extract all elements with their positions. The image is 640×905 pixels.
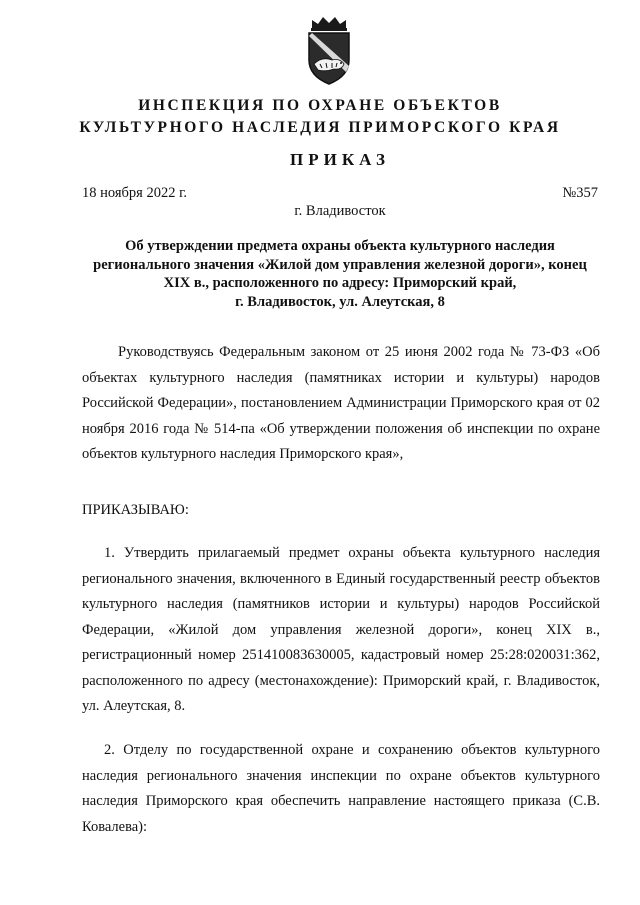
- document-type: ПРИКАЗ: [290, 150, 390, 169]
- order-heading: ПРИКАЗЫВАЮ:: [82, 502, 189, 518]
- coat-of-arms-icon: [298, 14, 360, 86]
- subject-line: г. Владивосток, ул. Алеутская, 8: [235, 293, 445, 310]
- legal-basis-paragraph: Руководствуясь Федеральным законом от 25 июня 2002 года № 73-ФЗ «Об объектах культурного наследия (памятниках истории и культуры) народов Российской Федерации», постановлением Администрации Приморского края от 02 ноября 2016 года № 514-па «Об утверждении положения об инспекции по охране объектов культурного наследия Приморского края»,: [82, 344, 600, 462]
- document-date: 18 ноября 2022 г.: [82, 185, 188, 201]
- organization-name-line1: ИНСПЕКЦИЯ ПО ОХРАНЕ ОБЪЕКТОВ: [138, 97, 502, 114]
- document-number: №357: [562, 185, 598, 201]
- document-subject: [70, 237, 610, 311]
- order-item-1: 1. Утвердить прилагаемый предмет охраны объекта культурного наследия регионального значения, включенного в Единый государственный реестр объектов культурного наследия (памятников истории и культуры) народов Российской Федерации, «Жилой дом управления железной дороги», конец XIX в., регистрационный номер 251410083630005, кадастровый номер 25:28:020031:362, расположенного по адресу (местонахождение): Приморский край, г. Владивосток, ул. Алеутская, 8.: [82, 545, 600, 714]
- order-item-2: 2. Отделу по государственной охране и сохранению объектов культурного наследия регионального значения инспекции по охране объектов культурного наследия Приморского края обеспечить направление настоящего приказа (С.В. Ковалева):: [82, 742, 600, 835]
- subject-line: XIX в., расположенного по адресу: Приморский край,: [163, 275, 517, 291]
- subject-line: регионального значения «Жилой дом управления железной дороги», конец: [93, 256, 587, 273]
- organization-name-line2: КУЛЬТУРНОГО НАСЛЕДИЯ ПРИМОРСКОГО КРАЯ: [79, 119, 561, 136]
- subject-line: Об утверждении предмета охраны объекта культурного наследия: [125, 238, 555, 254]
- document-city: г. Владивосток: [294, 203, 386, 219]
